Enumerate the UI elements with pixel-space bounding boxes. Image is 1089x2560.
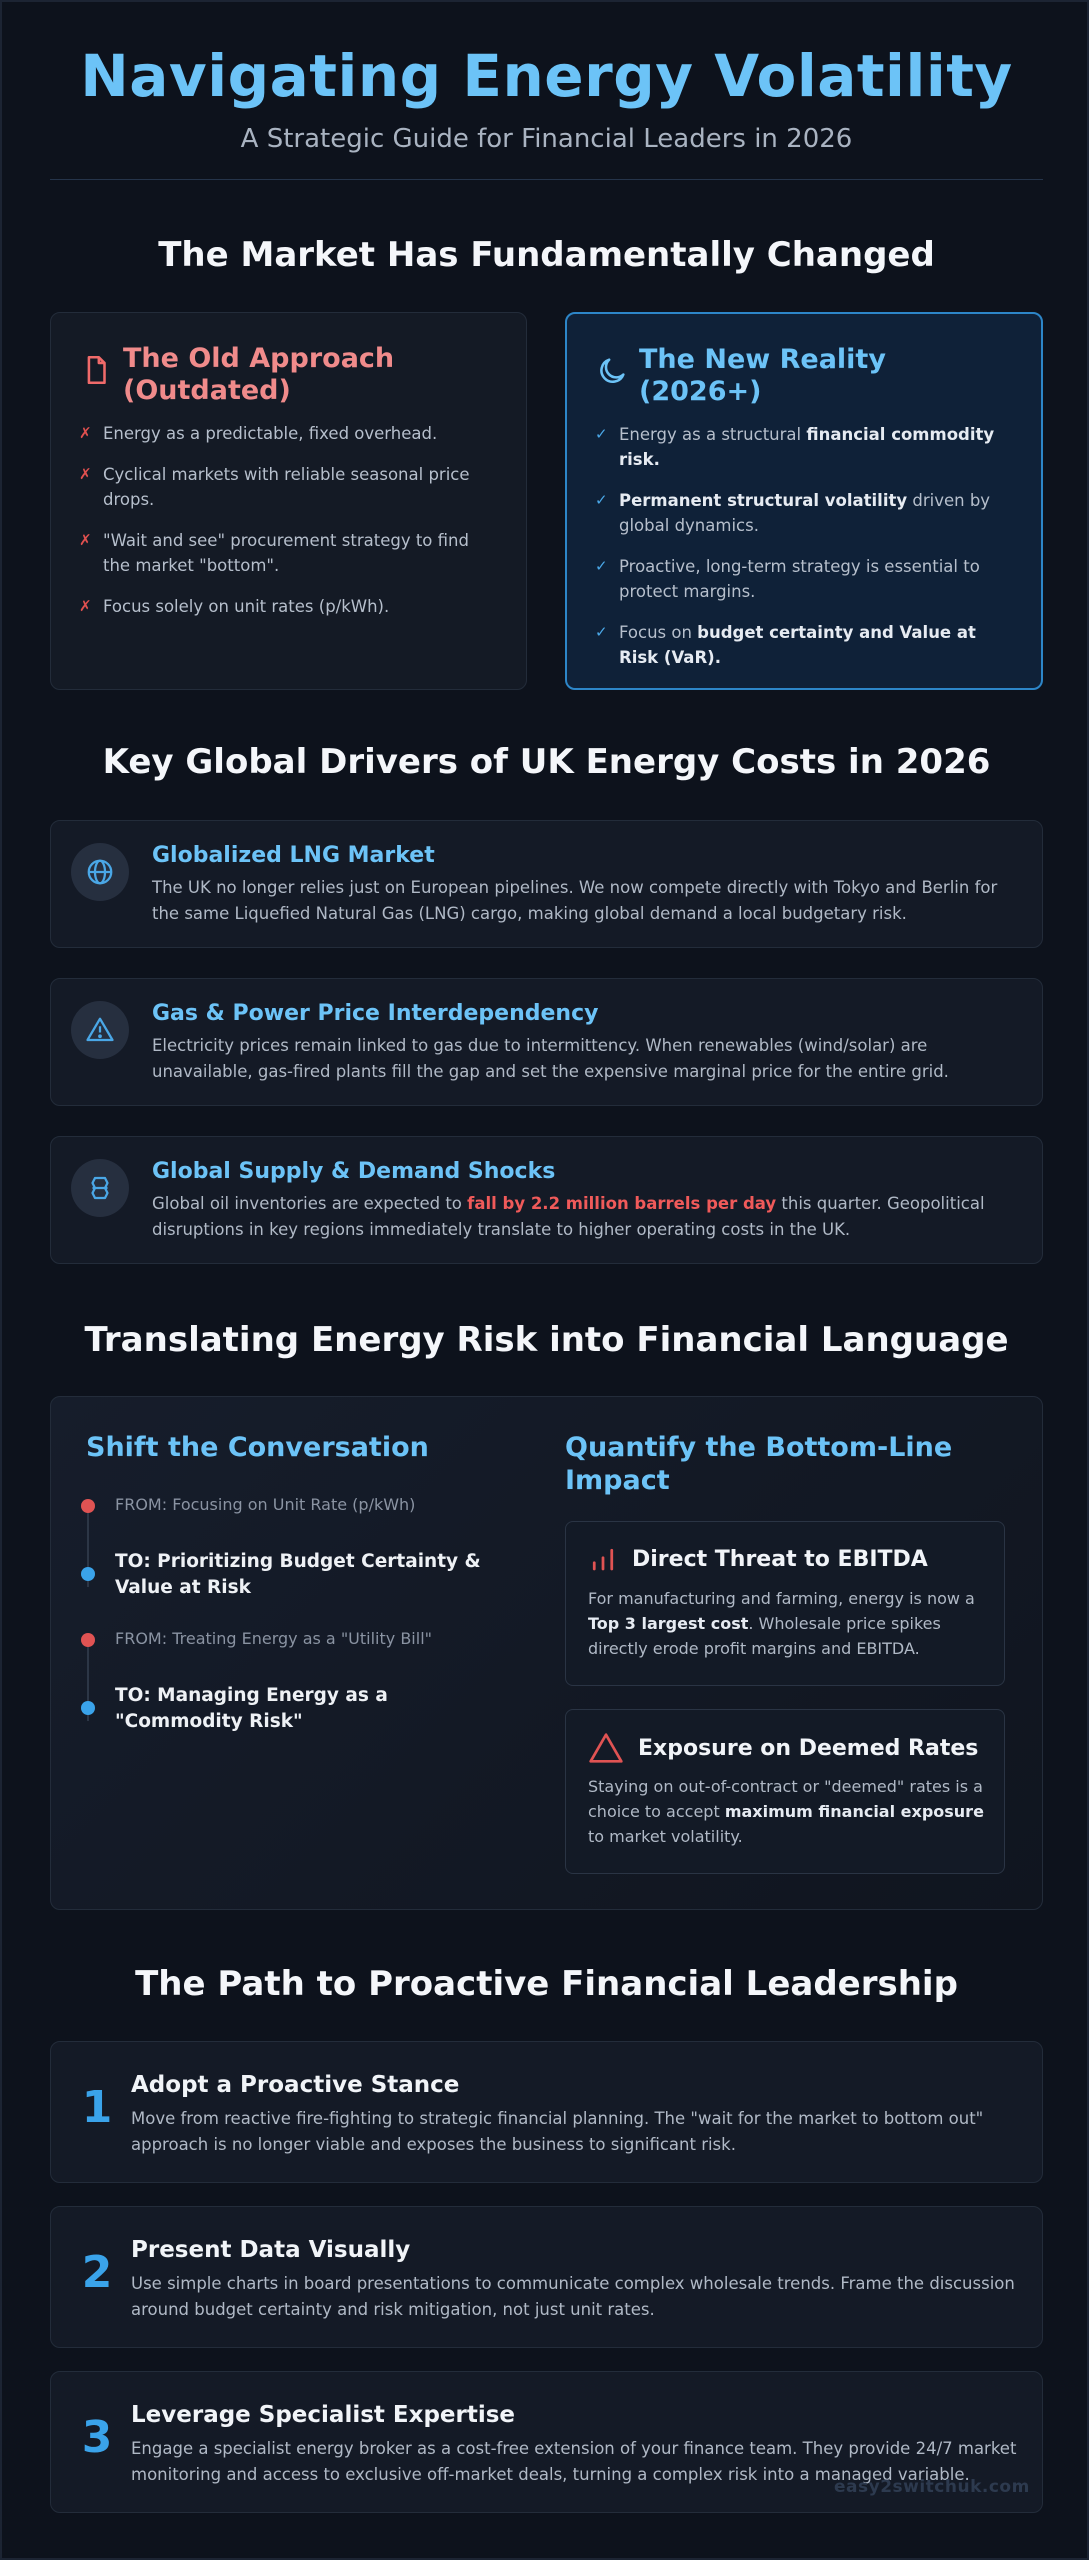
header: [2, 42, 1089, 154]
old-approach-card: [50, 312, 527, 690]
list-item: ✗ Energy as a predictable, fixed overhead.: [79, 421, 499, 446]
section-title-drivers: Key Global Drivers of UK Energy Costs in 2026: [102, 742, 991, 782]
ebitda-threat-card: [565, 1521, 1005, 1686]
new-reality-list: [595, 422, 1015, 686]
step-description: Engage a specialist energy broker as a cost-free extension of your finance team. They provide 24/7 market monitoring and access to exclusive off-market deals, turning a complex risk into a managed variable.: [131, 2439, 1017, 2484]
watermark: easy2switchuk.com: [834, 2477, 1030, 2497]
step-title: Adopt a Proactive Stance: [131, 2072, 460, 2098]
section-title-market: The Market Has Fundamentally Changed: [158, 235, 935, 275]
cross-icon: ✗: [79, 531, 92, 549]
list-item: ✗ "Wait and see" procurement strategy to find the market "bottom".: [79, 528, 499, 578]
check-icon: ✓: [595, 425, 608, 443]
impact-description: For manufacturing and farming, energy is now a Top 3 largest cost. Wholesale price spikes directly erode profit margins and EBITDA.: [588, 1589, 975, 1658]
list-item: ✓ Energy as a structural financial commodity risk.: [595, 422, 1015, 472]
check-icon: ✓: [595, 623, 608, 641]
from-dot: [81, 1633, 95, 1647]
translate-panel: [50, 1396, 1043, 1910]
from-dot: [81, 1499, 95, 1513]
quantify-impact-title: Quantify the Bottom-Line Impact: [565, 1432, 953, 1496]
new-reality-card: [565, 312, 1043, 690]
section-title-translate: Translating Energy Risk into Financial Language: [84, 1320, 1009, 1360]
page-title: Navigating Energy Volatility: [80, 42, 1013, 110]
to-dot: [81, 1701, 95, 1715]
driver-card-lng: [50, 820, 1043, 948]
driver-title: Global Supply & Demand Shocks: [152, 1159, 556, 1184]
step-number: 1: [81, 2082, 113, 2133]
impact-title: Direct Threat to EBITDA: [632, 1546, 928, 1572]
list-item: ✓ Focus on budget certainty and Value at Risk (VaR).: [595, 620, 1015, 670]
driver-title: Globalized LNG Market: [152, 843, 435, 868]
new-reality-header: [595, 344, 939, 408]
moon-icon: [595, 354, 629, 388]
impact-description: Staying on out-of-contract or "deemed" rates is a choice to accept maximum financial exposure to market volatility.: [588, 1777, 984, 1846]
driver-card-gas-power: [50, 978, 1043, 1106]
old-approach-list: [79, 421, 499, 635]
deemed-rates-card: [565, 1709, 1005, 1874]
check-icon: ✓: [595, 557, 608, 575]
step-title: Present Data Visually: [131, 2237, 411, 2263]
list-item: ✓ Proactive, long-term strategy is essential to protect margins.: [595, 554, 1015, 604]
oil-barrel-icon: [85, 1173, 115, 1203]
new-reality-title: The New Reality (2026+): [639, 344, 886, 407]
list-item: ✗ Cyclical markets with reliable seasonal price drops.: [79, 462, 499, 512]
to-label: TO: Prioritizing Budget Certainty & Value at Risk: [115, 1551, 481, 1598]
check-icon: ✓: [595, 491, 608, 509]
step-description: Use simple charts in board presentations to communicate complex wholesale trends. Frame the discussion around budget certainty and risk mitigation, not just unit rates.: [131, 2274, 1015, 2319]
bar-chart-icon: [588, 1544, 618, 1574]
warning-icon: [85, 1015, 115, 1045]
cross-icon: ✗: [79, 597, 92, 615]
document-icon: [79, 353, 113, 387]
globe-icon: [85, 857, 115, 887]
driver-description: Global oil inventories are expected to fall by 2.2 million barrels per day this quarter. Geopolitical disruptions in key regions immediately translate to higher operating costs in the UK.: [152, 1194, 985, 1239]
to-label: TO: Managing Energy as a "Commodity Risk": [115, 1685, 388, 1732]
step-card: [50, 2206, 1043, 2348]
old-approach-header: [79, 343, 463, 407]
from-label: FROM: Treating Energy as a "Utility Bill": [115, 1629, 432, 1648]
old-approach-title: The Old Approach (Outdated): [123, 343, 395, 406]
cross-icon: ✗: [79, 424, 92, 442]
driver-title: Gas & Power Price Interdependency: [152, 1001, 599, 1026]
impact-title: Exposure on Deemed Rates: [638, 1735, 979, 1761]
cross-icon: ✗: [79, 465, 92, 483]
list-item: ✓ Permanent structural volatility driven by global dynamics.: [595, 488, 1015, 538]
shift-conversation-title: Shift the Conversation: [86, 1432, 429, 1463]
driver-description: Electricity prices remain linked to gas due to intermittency. When renewables (wind/solar) are unavailable, gas-fired plants fill the gap and set the expensive marginal price for the entire grid.: [152, 1036, 949, 1081]
driver-card-supply-demand: [50, 1136, 1043, 1264]
step-description: Move from reactive fire-fighting to strategic financial planning. The "wait for the market to bottom out" approach is no longer viable and exposes the business to significant risk.: [131, 2109, 984, 2154]
step-number: 2: [81, 2247, 113, 2298]
page-subtitle: A Strategic Guide for Financial Leaders in 2026: [240, 124, 853, 154]
alert-triangle-icon: [588, 1732, 624, 1764]
section-title-path: The Path to Proactive Financial Leadership: [135, 1964, 958, 2004]
step-card: [50, 2041, 1043, 2183]
step-number: 3: [81, 2412, 113, 2463]
list-item: ✗ Focus solely on unit rates (p/kWh).: [79, 594, 499, 619]
from-label: FROM: Focusing on Unit Rate (p/kWh): [115, 1495, 416, 1514]
driver-description: The UK no longer relies just on European pipelines. We now compete directly with Tokyo and Berlin for the same Liquefied Natural Gas (LNG) cargo, making global demand a local budgetary risk.: [152, 878, 998, 923]
step-title: Leverage Specialist Expertise: [131, 2402, 516, 2428]
to-dot: [81, 1567, 95, 1581]
header-divider: [50, 179, 1043, 180]
